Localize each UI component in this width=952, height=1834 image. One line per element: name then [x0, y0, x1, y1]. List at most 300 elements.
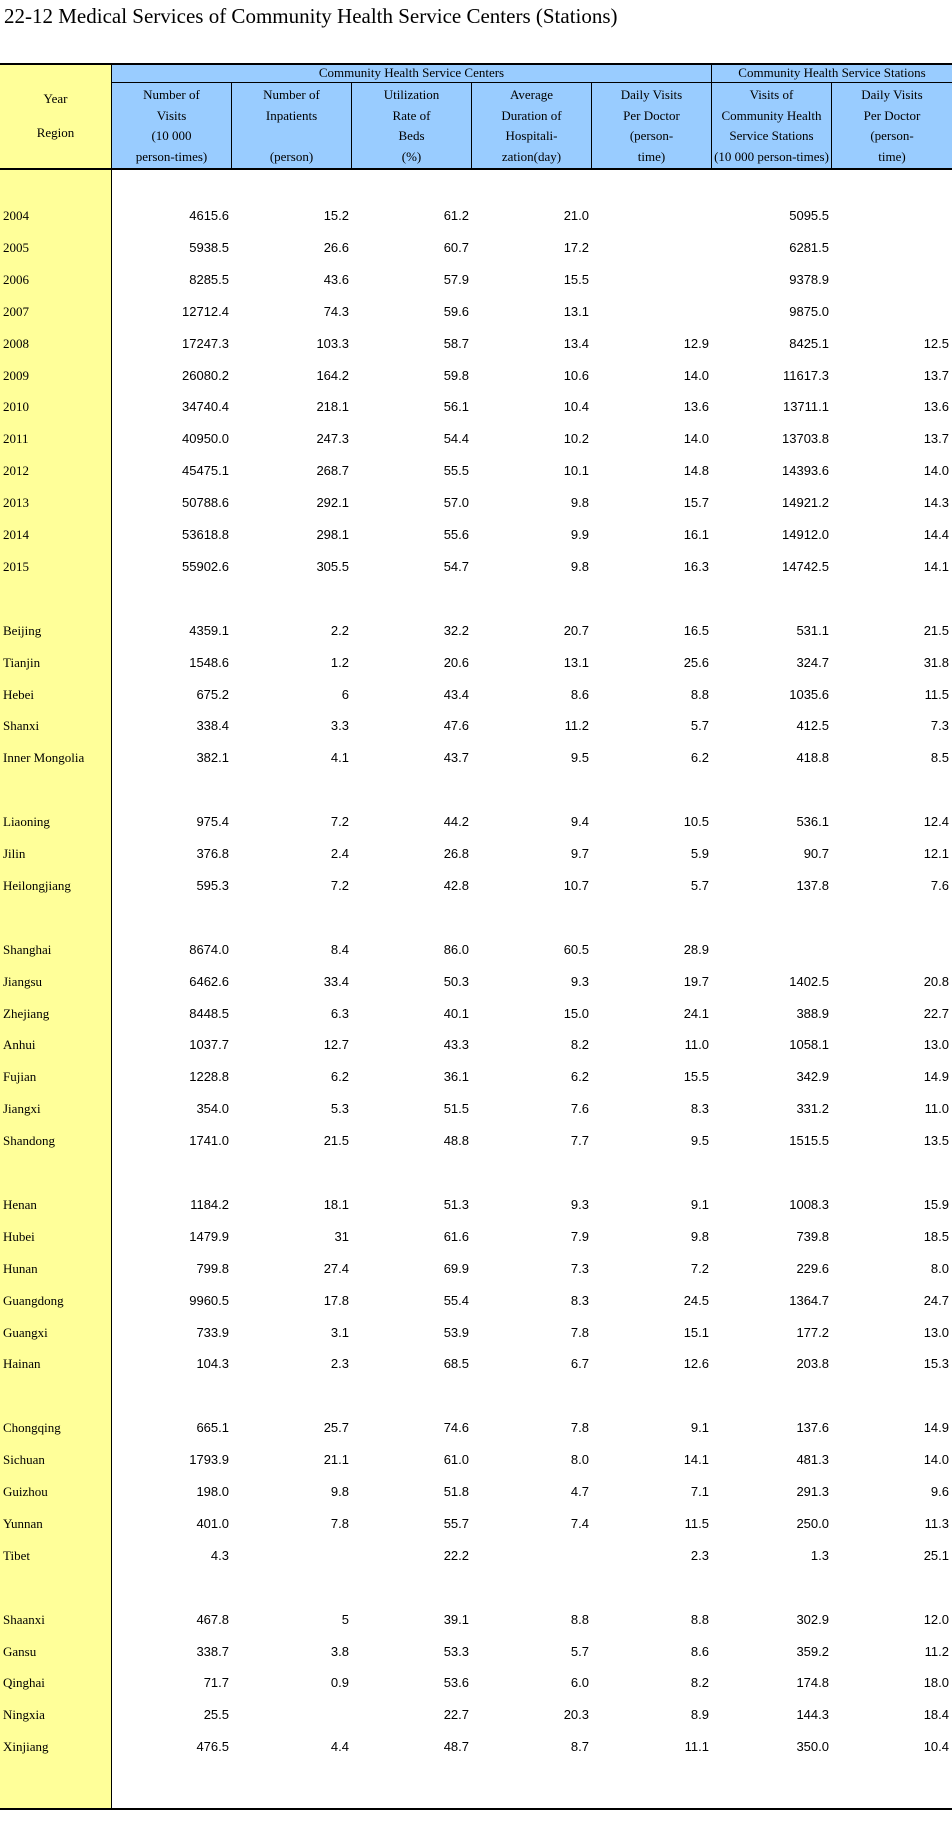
column-header-line: (%) — [401, 148, 422, 164]
table-cell: 5 — [341, 1611, 349, 1627]
row-label: Anhui — [3, 1037, 36, 1053]
table-cell: 53.3 — [443, 1643, 469, 1659]
table-cell: 6.3 — [330, 1005, 349, 1021]
table-cell: 53618.8 — [182, 527, 229, 542]
column-header-line: (10 000 — [151, 128, 192, 143]
table-row — [0, 934, 952, 966]
table-cell: 4.1 — [330, 750, 349, 766]
table-cell: 203.8 — [796, 1356, 829, 1372]
table-cell: 15.3 — [923, 1356, 949, 1372]
table-cell: 8.8 — [690, 1611, 709, 1627]
table-cell: 10.1 — [563, 463, 589, 479]
table-cell: 8674.0 — [189, 941, 229, 957]
table-cell: 13.6 — [923, 399, 949, 415]
table-cell: 18.0 — [923, 1675, 949, 1691]
table-cell: 1.3 — [810, 1547, 829, 1563]
table-row — [0, 1731, 952, 1763]
table-cell: 60.7 — [443, 239, 469, 255]
statistics-table — [0, 63, 952, 1810]
table-cell: 15.0 — [563, 1005, 589, 1021]
table-cell: 338.4 — [196, 718, 229, 734]
table-cell: 43.7 — [443, 750, 469, 766]
group-divider — [711, 63, 712, 169]
table-cell: 291.3 — [796, 1484, 829, 1499]
table-cell: 12.1 — [923, 846, 949, 861]
column-header-line: time) — [878, 148, 906, 164]
row-label: Qinghai — [3, 1675, 45, 1691]
table-cell: 218.1 — [316, 399, 349, 415]
table-row — [0, 328, 952, 360]
table-cell: 7.2 — [330, 814, 349, 830]
row-label: Henan — [3, 1196, 37, 1212]
table-cell: 20.8 — [923, 973, 949, 989]
table-cell: 1035.6 — [789, 686, 829, 702]
column-header-line: Inpatients — [265, 107, 318, 123]
table-cell: 22.2 — [443, 1547, 469, 1563]
year-column-divider — [111, 63, 112, 1810]
table-cell: 382.1 — [196, 750, 229, 766]
table-cell: 12.4 — [923, 814, 949, 830]
row-label: Guangdong — [3, 1292, 64, 1308]
table-cell: 10.7 — [563, 877, 589, 893]
table-cell: 739.8 — [796, 1228, 829, 1244]
table-row — [0, 710, 952, 742]
table-cell: 298.1 — [316, 527, 349, 542]
table-row — [0, 1667, 952, 1699]
column-header-line: (person- — [629, 128, 674, 143]
group-header-rule — [111, 82, 952, 83]
table-cell: 17.2 — [563, 239, 589, 255]
table-row — [0, 806, 952, 838]
table-cell: 9378.9 — [789, 271, 829, 287]
table-cell: 86.0 — [443, 941, 469, 957]
table-cell: 9.1 — [690, 1420, 709, 1436]
table-cell: 19.7 — [683, 973, 709, 989]
table-cell: 10.6 — [563, 367, 589, 383]
table-cell: 975.4 — [196, 814, 229, 830]
table-cell: 733.9 — [196, 1324, 229, 1340]
table-cell: 9.8 — [570, 558, 589, 574]
table-cell: 6.7 — [570, 1356, 589, 1372]
table-cell: 144.3 — [796, 1707, 829, 1723]
row-label: Tibet — [3, 1547, 30, 1563]
table-row — [0, 1508, 952, 1540]
table-cell: 268.7 — [316, 463, 349, 479]
table-cell: 90.7 — [803, 846, 829, 861]
row-label: Tianjin — [3, 654, 41, 670]
table-cell: 48.7 — [443, 1739, 469, 1755]
table-cell: 15.2 — [323, 208, 349, 223]
table-row — [0, 519, 952, 551]
table-cell: 177.2 — [796, 1324, 829, 1340]
table-cell: 5.7 — [690, 877, 709, 893]
header-column-divider — [831, 82, 832, 169]
table-cell: 59.8 — [443, 367, 469, 383]
row-label: 2010 — [3, 399, 29, 415]
table-cell: 11.3 — [924, 1515, 949, 1531]
table-cell: 10.2 — [563, 431, 589, 447]
group-header-stations: Community Health Service Stations — [738, 65, 926, 80]
table-cell: 13.1 — [563, 654, 589, 670]
row-label: Hebei — [3, 686, 35, 702]
table-cell: 8.8 — [690, 686, 709, 702]
table-row — [0, 296, 952, 328]
table-cell: 8.0 — [570, 1452, 589, 1468]
table-cell: 25.6 — [683, 654, 709, 670]
table-cell: 324.7 — [796, 654, 829, 670]
table-cell: 292.1 — [316, 495, 349, 511]
table-cell: 14.0 — [683, 431, 709, 447]
table-spacer-row — [0, 1380, 952, 1412]
row-label: Jiangsu — [3, 973, 42, 989]
row-label: Jiangxi — [3, 1101, 41, 1117]
table-cell: 8.6 — [690, 1643, 709, 1659]
table-cell: 5.7 — [690, 718, 709, 734]
table-cell: 14921.2 — [782, 495, 829, 511]
table-row — [0, 1604, 952, 1636]
table-cell: 61.6 — [443, 1228, 469, 1244]
table-cell: 53.6 — [443, 1675, 469, 1691]
table-cell: 536.1 — [796, 814, 829, 830]
table-cell: 14.0 — [923, 463, 949, 479]
table-cell: 21.5 — [923, 622, 949, 638]
row-label: Shaanxi — [3, 1611, 45, 1627]
table-cell: 26080.2 — [182, 367, 229, 383]
table-cell: 13.6 — [683, 399, 709, 415]
table-cell: 1184.2 — [190, 1196, 229, 1212]
table-cell: 7.8 — [330, 1515, 349, 1531]
table-cell: 25.1 — [923, 1547, 949, 1563]
table-cell: 331.2 — [796, 1101, 829, 1117]
row-label: 2012 — [3, 463, 29, 479]
table-row — [0, 1221, 952, 1253]
table-bottom-rule — [0, 1808, 952, 1810]
table-cell: 2.4 — [330, 846, 349, 861]
column-header-line: Visits — [156, 107, 187, 123]
table-cell: 25.7 — [323, 1420, 349, 1436]
table-cell: 13.7 — [923, 431, 949, 447]
table-cell: 47.6 — [443, 718, 469, 734]
table-cell: 11.0 — [924, 1101, 949, 1117]
table-cell: 476.5 — [196, 1739, 229, 1755]
table-cell: 13.7 — [923, 367, 949, 383]
table-row — [0, 1699, 952, 1731]
table-cell: 7.2 — [690, 1260, 709, 1276]
table-cell: 3.1 — [330, 1324, 349, 1340]
table-cell: 17.8 — [323, 1292, 349, 1308]
table-cell: 59.6 — [443, 303, 469, 319]
row-label: Zhejiang — [3, 1005, 50, 1021]
table-cell: 14.0 — [923, 1452, 949, 1468]
table-cell: 10.4 — [923, 1739, 949, 1755]
table-row — [0, 360, 952, 392]
row-label: Hubei — [3, 1228, 35, 1244]
table-row — [0, 838, 952, 870]
table-cell: 350.0 — [796, 1739, 829, 1755]
column-header-line: time) — [637, 148, 666, 164]
table-cell: 9.4 — [570, 814, 589, 830]
table-cell: 12.5 — [923, 335, 949, 351]
table-cell: 32.2 — [443, 622, 469, 638]
table-cell: 799.8 — [196, 1260, 229, 1276]
row-label: Shandong — [3, 1133, 55, 1149]
table-cell: 24.1 — [683, 1005, 709, 1021]
table-cell: 7.4 — [570, 1515, 589, 1531]
table-cell: 16.5 — [683, 622, 709, 638]
row-label: 2008 — [3, 335, 29, 351]
table-cell: 9960.5 — [189, 1292, 229, 1308]
row-label: Inner Mongolia — [3, 750, 85, 766]
row-label: Beijing — [3, 622, 42, 638]
table-cell: 2.3 — [690, 1547, 709, 1563]
row-label: 2006 — [3, 271, 29, 287]
table-cell: 12.6 — [683, 1356, 709, 1372]
table-cell: 3.8 — [330, 1643, 349, 1659]
column-header-line: (person- — [870, 128, 914, 143]
table-cell: 33.4 — [323, 973, 349, 989]
table-cell: 20.7 — [563, 622, 589, 638]
table-cell: 595.3 — [196, 877, 229, 893]
table-cell: 8.5 — [930, 750, 949, 766]
table-cell: 9875.0 — [789, 303, 829, 319]
row-label: 2007 — [3, 303, 29, 319]
table-cell: 61.0 — [443, 1452, 469, 1468]
row-label: 2009 — [3, 367, 29, 383]
table-cell: 26.8 — [443, 846, 469, 861]
table-cell: 8285.5 — [189, 271, 229, 287]
table-cell: 71.7 — [203, 1675, 229, 1691]
header-column-divider — [471, 82, 472, 169]
row-label: Shanxi — [3, 718, 40, 734]
column-header-line: Daily Visits — [861, 87, 923, 102]
header-column-divider — [591, 82, 592, 169]
table-cell: 6 — [341, 686, 349, 702]
table-row — [0, 1253, 952, 1285]
table-cell: 9.9 — [570, 527, 589, 542]
table-row — [0, 1317, 952, 1349]
table-cell: 5.3 — [330, 1101, 349, 1117]
table-cell: 198.0 — [196, 1484, 229, 1499]
table-cell: 8.6 — [570, 686, 589, 702]
table-row — [0, 870, 952, 902]
table-cell: 401.0 — [196, 1515, 229, 1531]
table-cell: 9.5 — [570, 750, 589, 766]
table-row — [0, 1444, 952, 1476]
table-cell: 40950.0 — [182, 431, 229, 447]
column-header-line: person-times) — [135, 148, 208, 164]
table-cell: 7.6 — [570, 1101, 589, 1117]
column-header-line: Daily Visits — [620, 87, 683, 102]
table-cell: 58.7 — [443, 335, 469, 351]
table-cell: 69.9 — [443, 1260, 469, 1276]
table-cell: 8.9 — [690, 1707, 709, 1723]
table-cell: 11617.3 — [782, 367, 829, 383]
table-cell: 9.6 — [930, 1484, 949, 1499]
table-cell: 13.5 — [923, 1133, 949, 1149]
table-cell: 6.2 — [330, 1069, 349, 1085]
table-cell: 9.8 — [690, 1228, 709, 1244]
table-cell: 51.3 — [443, 1196, 469, 1212]
table-row — [0, 1348, 952, 1380]
table-row — [0, 998, 952, 1030]
table-cell: 14.9 — [923, 1069, 949, 1085]
table-cell: 7.6 — [930, 877, 949, 893]
table-cell: 6.2 — [570, 1069, 589, 1085]
column-header-line: Per Doctor — [863, 107, 921, 123]
table-cell: 2.2 — [330, 622, 349, 638]
table-cell: 12712.4 — [182, 303, 229, 319]
table-cell: 250.0 — [796, 1515, 829, 1531]
table-cell: 467.8 — [196, 1611, 229, 1627]
table-row — [0, 647, 952, 679]
table-cell: 7.8 — [570, 1420, 589, 1436]
table-cell: 675.2 — [196, 686, 229, 702]
table-cell: 43.6 — [323, 271, 349, 287]
table-title: 22-12 Medical Services of Community Health Service Centers (Stations) — [4, 4, 618, 28]
table-cell: 354.0 — [196, 1101, 229, 1117]
table-cell: 7.7 — [570, 1133, 589, 1149]
table-cell: 42.8 — [443, 877, 469, 893]
table-cell: 24.7 — [923, 1292, 949, 1308]
table-cell: 54.4 — [443, 431, 469, 447]
row-label: 2013 — [3, 495, 29, 511]
row-label: Guizhou — [3, 1484, 48, 1499]
table-cell: 15.5 — [683, 1069, 709, 1085]
table-cell: 305.5 — [316, 558, 349, 574]
table-cell: 15.9 — [923, 1196, 949, 1212]
table-cell: 7.3 — [570, 1260, 589, 1276]
table-cell: 13711.1 — [782, 399, 829, 415]
table-cell: 21.1 — [323, 1452, 349, 1468]
table-cell: 9.3 — [570, 1196, 589, 1212]
table-cell: 338.7 — [196, 1643, 229, 1659]
table-cell: 8448.5 — [189, 1005, 229, 1021]
table-spacer-row — [0, 583, 952, 615]
table-spacer-row — [0, 1572, 952, 1604]
table-cell: 8.8 — [570, 1611, 589, 1627]
table-cell: 51.8 — [443, 1484, 469, 1499]
table-row — [0, 1125, 952, 1157]
row-label: 2004 — [3, 208, 29, 223]
table-cell: 55902.6 — [182, 558, 229, 574]
table-cell: 1402.5 — [789, 973, 829, 989]
table-spacer-row — [0, 902, 952, 934]
table-cell: 12.9 — [683, 335, 709, 351]
table-cell: 57.9 — [443, 271, 469, 287]
table-row — [0, 1412, 952, 1444]
table-cell: 164.2 — [316, 367, 349, 383]
table-row — [0, 455, 952, 487]
row-label: 2015 — [3, 558, 29, 574]
table-cell: 74.3 — [323, 303, 349, 319]
table-cell: 14.1 — [683, 1452, 709, 1468]
column-header-line: Average — [509, 87, 554, 102]
table-cell: 14912.0 — [782, 527, 829, 542]
column-header-line: Beds — [398, 128, 425, 143]
table-cell: 43.4 — [443, 686, 469, 702]
table-row — [0, 1093, 952, 1125]
row-label: Xinjiang — [3, 1739, 49, 1755]
table-cell: 5.7 — [570, 1643, 589, 1659]
column-header-line: Number of — [263, 87, 320, 102]
table-cell: 2.3 — [330, 1356, 349, 1372]
table-cell: 7.2 — [330, 877, 349, 893]
table-cell: 9.8 — [570, 495, 589, 511]
table-row — [0, 1029, 952, 1061]
table-cell: 6462.6 — [189, 973, 229, 989]
table-cell: 55.6 — [443, 527, 469, 542]
table-row — [0, 679, 952, 711]
table-cell: 14.0 — [683, 367, 709, 383]
table-cell: 14393.6 — [782, 463, 829, 479]
table-cell: 28.9 — [683, 941, 709, 957]
table-cell: 54.7 — [443, 558, 469, 574]
table-cell: 11.2 — [564, 718, 589, 734]
table-cell: 418.8 — [796, 750, 829, 766]
column-header-line: Utilization — [383, 87, 440, 102]
table-cell: 229.6 — [796, 1260, 829, 1276]
table-cell: 13.0 — [923, 1324, 949, 1340]
table-cell: 10.5 — [683, 814, 709, 830]
table-cell: 6.0 — [570, 1675, 589, 1691]
table-cell: 11.2 — [924, 1643, 949, 1659]
table-spacer-row — [0, 774, 952, 806]
table-cell: 16.1 — [683, 527, 709, 542]
table-cell: 13703.8 — [782, 431, 829, 447]
table-cell: 40.1 — [443, 1005, 469, 1021]
table-row — [0, 615, 952, 647]
table-row — [0, 1285, 952, 1317]
table-cell: 24.5 — [683, 1292, 709, 1308]
row-label: Hunan — [3, 1260, 38, 1276]
group-header-centers: Community Health Service Centers — [318, 65, 505, 80]
table-cell: 21.5 — [323, 1133, 349, 1149]
table-row — [0, 423, 952, 455]
table-cell: 12.0 — [923, 1611, 949, 1627]
table-cell: 11.1 — [684, 1739, 709, 1755]
table-cell: 1037.7 — [189, 1037, 229, 1053]
table-row — [0, 391, 952, 423]
row-label: 2011 — [3, 431, 29, 447]
column-header-line: Community Health — [721, 107, 822, 123]
table-cell: 6281.5 — [789, 239, 829, 255]
table-cell: 13.4 — [563, 335, 589, 351]
table-cell: 247.3 — [316, 431, 349, 447]
table-cell: 1058.1 — [789, 1037, 829, 1053]
table-row — [0, 1189, 952, 1221]
table-cell: 4.7 — [570, 1484, 589, 1499]
table-row — [0, 264, 952, 296]
table-cell: 10.4 — [563, 399, 589, 415]
table-cell: 9.7 — [570, 846, 589, 861]
table-cell: 61.2 — [443, 208, 469, 223]
table-cell: 74.6 — [443, 1420, 469, 1436]
table-cell: 9.5 — [690, 1133, 709, 1149]
table-cell: 55.5 — [443, 463, 469, 479]
table-cell: 39.1 — [443, 1611, 469, 1627]
table-cell: 14.1 — [923, 558, 949, 574]
table-cell: 412.5 — [796, 718, 829, 734]
table-cell: 7.8 — [570, 1324, 589, 1340]
table-cell: 7.9 — [570, 1228, 589, 1244]
table-cell: 0.9 — [330, 1675, 349, 1691]
table-row — [0, 1061, 952, 1093]
column-header-line: Number of — [143, 87, 200, 102]
table-cell: 18.1 — [323, 1196, 349, 1212]
table-row — [0, 1636, 952, 1668]
table-cell: 26.6 — [323, 239, 349, 255]
table-cell: 36.1 — [443, 1069, 469, 1085]
